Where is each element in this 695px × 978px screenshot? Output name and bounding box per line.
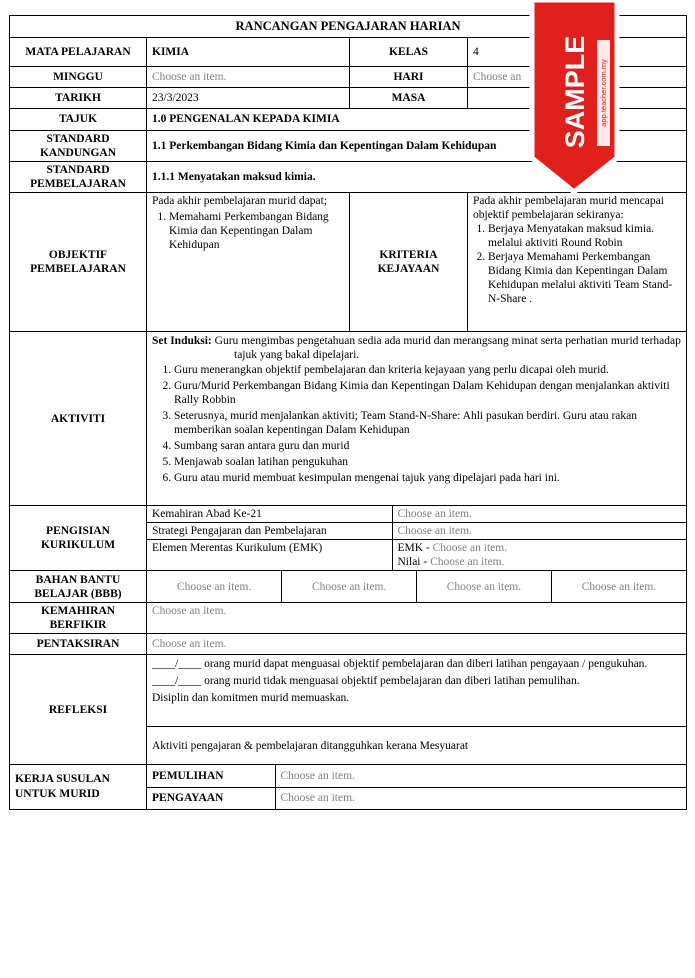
refleksi-content[interactable] — [147, 655, 687, 727]
row-kerja-susulan — [10, 765, 687, 810]
label-kerja-susulan: KERJA SUSULAN UNTUK MURID — [10, 765, 147, 810]
aktiviti-item: 5. Menjawab soalan latihan pengukuhan — [174, 455, 681, 469]
dropdown-nilai[interactable]: Choose an item. — [430, 556, 505, 569]
label-tajuk: TAJUK — [10, 109, 147, 131]
label-mata-pelajaran: MATA PELAJARAN — [10, 38, 147, 67]
pengisian-subtable — [147, 506, 686, 570]
label-tarikh: TARIKH — [10, 88, 147, 109]
dropdown-bbb-4[interactable]: Choose an item. — [551, 571, 686, 602]
set-induksi — [152, 334, 681, 362]
label-pengisian: PENGISIAN KURIKULUM — [10, 506, 147, 571]
dropdown-pengayaan[interactable]: Choose an item. — [275, 787, 686, 809]
bbb-subtable — [147, 571, 686, 602]
label-standard-pembelajaran: STANDARD PEMBELAJARAN — [10, 162, 147, 193]
value-mata-pelajaran[interactable]: KIMIA — [147, 38, 350, 67]
bbb-content — [147, 571, 687, 603]
label-kriteria: KRITERIA KEJAYAAN — [350, 193, 468, 332]
label-objektif: OBJEKTIF PEMBELAJARAN — [10, 193, 147, 332]
label-kelas: KELAS — [350, 38, 468, 67]
label-kemahiran: KEMAHIRAN BERFIKIR — [10, 603, 147, 634]
value-standard-pembelajaran[interactable]: 1.1.1 Menyatakan maksud kimia. — [147, 162, 687, 193]
row-bbb — [10, 571, 687, 603]
refleksi-line: Disiplin dan komitmen murid memuaskan. — [152, 691, 350, 704]
nilai-line — [398, 555, 682, 569]
label-pengayaan: PENGAYAAN — [147, 787, 275, 809]
value-kelas[interactable]: 4 — [468, 38, 687, 67]
set-induksi-text: Guru mengimbas pengetahuan sedia ada murid dan merangsang minat serta perhatian murid terhadap tajuk yang bakal dipelajari. — [214, 335, 681, 362]
row-pengisian — [10, 506, 687, 571]
aktiviti-item: 6. Guru atau murid membuat kesimpulan mengenai tajuk yang dipelajari pada hari ini. — [174, 471, 681, 485]
kriteria-intro: Pada akhir pembelajaran murid mencapai objektif pembelajaran sekiranya: — [473, 195, 664, 222]
set-induksi-label: Set Induksi: — [152, 335, 212, 348]
page-title: RANCANGAN PENGAJARAN HARIAN — [10, 16, 687, 38]
label-refleksi: REFLEKSI — [10, 655, 147, 765]
dropdown-emk[interactable]: Choose an item. — [432, 542, 508, 555]
refleksi-line: ____/____ orang murid dapat menguasai objektif pembelajaran dan diberi latihan pengayaan / pengukuhan. — [152, 658, 648, 671]
aktiviti-content[interactable] — [147, 332, 687, 506]
label-abad21: Kemahiran Abad Ke-21 — [147, 506, 392, 523]
row-refleksi — [10, 655, 687, 727]
label-pentaksiran: PENTAKSIRAN — [10, 634, 147, 655]
dropdown-minggu[interactable]: Choose an item. — [147, 67, 350, 88]
row-aktiviti — [10, 332, 687, 506]
aktiviti-item: 2. Guru/Murid Perkembangan Bidang Kimia dan Kepentingan Dalam Kehidupan dengan menjalankan aktiviti Rally Robbin — [174, 379, 681, 407]
label-minggu: MINGGU — [10, 67, 147, 88]
dropdown-pentaksiran[interactable]: Choose an item. — [147, 634, 687, 655]
dropdown-pemulihan[interactable]: Choose an item. — [275, 765, 686, 787]
sample-watermark — [528, 0, 621, 195]
watermark-text: SAMPLE — [560, 35, 590, 149]
row-pentaksiran — [10, 634, 687, 655]
objektif-content[interactable] — [147, 193, 350, 332]
label-bbb: BAHAN BANTU BELAJAR (BBB) — [10, 571, 147, 603]
dropdown-bbb-2[interactable]: Choose an item. — [282, 571, 417, 602]
dropdown-bbb-3[interactable]: Choose an item. — [417, 571, 552, 602]
kerja-susulan-content — [147, 765, 687, 810]
dropdown-bbb-1[interactable]: Choose an item. — [147, 571, 282, 602]
nilai-prefix: Nilai - — [397, 556, 431, 569]
refleksi-note[interactable]: Aktiviti pengajaran & pembelajaran ditangguhkan kerana Mesyuarat — [147, 727, 687, 765]
aktiviti-item: 1. Guru menerangkan objektif pembelajaran dan kriteria kejayaan yang perlu dicapai oleh murid. — [174, 363, 681, 377]
label-strategi: Strategi Pengajaran dan Pembelajaran — [147, 523, 392, 540]
objektif-intro: Pada akhir pembelajaran murid dapat; — [152, 195, 327, 208]
aktiviti-item: 3. Seterusnya, murid menjalankan aktiviti; Team Stand-N-Share: Ahli pasukan berdiri. Guru atau rakan memberikan soalan kepentingan Dalam Kehidupan — [174, 409, 681, 437]
aktiviti-item: 4. Sumbang saran antara guru dan murid — [174, 439, 681, 453]
value-tajuk[interactable]: 1.0 PENGENALAN KEPADA KIMIA — [147, 109, 687, 131]
kerja-susulan-subtable — [147, 765, 686, 809]
label-emk: Elemen Merentas Kurikulum (EMK) — [147, 540, 392, 571]
label-hari: HARI — [350, 67, 468, 88]
kriteria-content[interactable] — [468, 193, 687, 332]
row-kemahiran — [10, 603, 687, 634]
label-pemulihan: PEMULIHAN — [147, 765, 275, 787]
watermark-url: app.teacher.com.my — [599, 59, 608, 127]
emk-values — [392, 540, 686, 571]
dropdown-kemahiran[interactable]: Choose an item. — [147, 603, 687, 634]
dropdown-hari[interactable]: Choose an — [468, 67, 687, 88]
label-standard-kandungan: STANDARD KANDUNGAN — [10, 131, 147, 162]
dropdown-abad21[interactable]: Choose an item. — [392, 506, 686, 523]
row-objektif — [10, 193, 687, 332]
sample-ribbon-icon — [528, 0, 621, 195]
emk-line — [398, 541, 682, 555]
value-tarikh[interactable]: 23/3/2023 — [147, 88, 350, 109]
emk-prefix: EMK - — [397, 542, 433, 555]
refleksi-line: ____/____ orang murid tidak menguasai objektif pembelajaran dan diberi latihan pemulihan. — [152, 674, 580, 687]
label-masa: MASA — [350, 88, 468, 109]
pengisian-content — [147, 506, 687, 571]
kriteria-item: 1. Berjaya Menyatakan maksud kimia. melalui aktiviti Round Robin — [488, 222, 681, 250]
kriteria-item: 2. Berjaya Memahami Perkembangan Bidang Kimia dan Kepentingan Dalam Kehidupan melalui aktiviti Team Stand-N-Share . — [488, 250, 681, 306]
label-aktiviti: AKTIVITI — [10, 332, 147, 506]
objektif-item: 1. Memahami Perkembangan Bidang Kimia dan Kepentingan Dalam Kehidupan — [169, 210, 344, 252]
dropdown-strategi[interactable]: Choose an item. — [392, 523, 686, 540]
value-standard-kandungan[interactable]: 1.1 Perkembangan Bidang Kimia dan Kepentingan Dalam Kehidupan — [147, 131, 687, 162]
